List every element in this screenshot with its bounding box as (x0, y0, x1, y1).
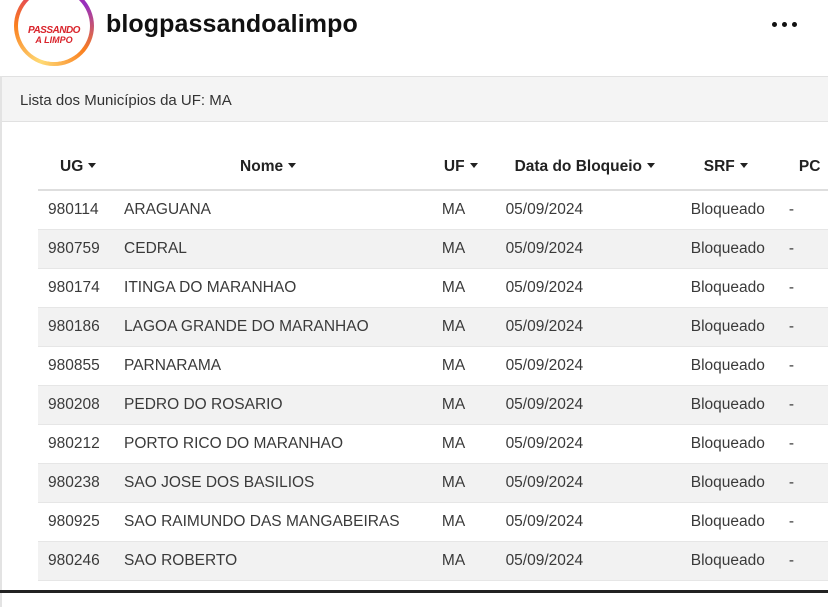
column-header-nome[interactable] (116, 144, 434, 190)
column-header-uf[interactable] (434, 144, 506, 190)
table-row (38, 502, 828, 541)
sort-caret-icon (740, 163, 748, 168)
cell-pc: - (789, 229, 828, 268)
avatar[interactable] (14, 0, 94, 66)
column-header-ug[interactable] (38, 144, 116, 190)
panel-header (2, 76, 828, 122)
table-row (38, 307, 828, 346)
cell-nome: SAO JOSE DOS BASILIOS (116, 463, 434, 502)
column-header-srf[interactable] (687, 144, 789, 190)
logo-text-line1: PASSANDO (28, 24, 80, 36)
cell-data: 05/09/2024 (506, 541, 687, 580)
cell-srf: Bloqueado (687, 190, 789, 229)
more-horizontal-icon (772, 22, 777, 27)
cell-uf: MA (434, 463, 506, 502)
cell-uf: MA (434, 268, 506, 307)
cell-nome: SAO RAIMUNDO DAS MANGABEIRAS (116, 502, 434, 541)
column-header-pc[interactable] (789, 144, 828, 190)
cell-data: 05/09/2024 (506, 385, 687, 424)
cell-ug: 980212 (38, 424, 116, 463)
cell-pc: - (789, 190, 828, 229)
cell-srf: Bloqueado (687, 268, 789, 307)
blog-logo (23, 4, 85, 62)
cell-ug: 980186 (38, 307, 116, 346)
cell-nome: PARNARAMA (116, 346, 434, 385)
cell-srf: Bloqueado (687, 229, 789, 268)
column-header-label: PC (798, 157, 821, 175)
cell-srf: Bloqueado (687, 502, 789, 541)
cell-pc: - (789, 541, 828, 580)
cell-uf: MA (434, 502, 506, 541)
cell-data: 05/09/2024 (506, 229, 687, 268)
cell-srf: Bloqueado (687, 385, 789, 424)
more-options-button[interactable] (764, 12, 804, 36)
cell-ug: 980208 (38, 385, 116, 424)
cell-ug: 980174 (38, 268, 116, 307)
cell-uf: MA (434, 385, 506, 424)
cell-data: 05/09/2024 (506, 307, 687, 346)
cell-data: 05/09/2024 (506, 502, 687, 541)
cell-srf: Bloqueado (687, 307, 789, 346)
table-header-row (38, 144, 828, 190)
column-header-label: SRF (703, 157, 735, 175)
cell-ug: 980925 (38, 502, 116, 541)
cell-nome: PEDRO DO ROSARIO (116, 385, 434, 424)
table-row (38, 268, 828, 307)
cell-uf: MA (434, 424, 506, 463)
municipios-table (38, 144, 828, 581)
cell-srf: Bloqueado (687, 346, 789, 385)
cell-uf: MA (434, 346, 506, 385)
cell-nome: LAGOA GRANDE DO MARANHAO (116, 307, 434, 346)
username[interactable]: blogpassandoalimpo (106, 10, 358, 38)
cell-pc: - (789, 307, 828, 346)
cell-ug: 980246 (38, 541, 116, 580)
logo-text-line2: A LIMPO (35, 34, 73, 45)
cell-data: 05/09/2024 (506, 463, 687, 502)
cell-data: 05/09/2024 (506, 424, 687, 463)
cell-pc: - (789, 502, 828, 541)
more-horizontal-icon (792, 22, 797, 27)
cell-data: 05/09/2024 (506, 268, 687, 307)
panel-title: Lista dos Municípios da UF: MA (20, 92, 232, 109)
cell-srf: Bloqueado (687, 541, 789, 580)
column-header-label: UG (60, 157, 84, 175)
cell-pc: - (789, 268, 828, 307)
column-header-label: UF (443, 157, 465, 175)
cell-data: 05/09/2024 (506, 346, 687, 385)
table-row (38, 541, 828, 580)
cell-pc: - (789, 424, 828, 463)
cell-nome: SAO ROBERTO (116, 541, 434, 580)
cell-pc: - (789, 463, 828, 502)
embedded-screenshot (0, 76, 828, 607)
post-header (0, 0, 828, 72)
cell-ug: 980114 (38, 190, 116, 229)
sort-caret-icon (288, 163, 296, 168)
cell-nome: ARAGUANA (116, 190, 434, 229)
cell-pc: - (789, 346, 828, 385)
cell-nome: ITINGA DO MARANHAO (116, 268, 434, 307)
table-row (38, 424, 828, 463)
cell-uf: MA (434, 541, 506, 580)
divider (0, 590, 828, 593)
sort-caret-icon (647, 163, 655, 168)
cell-ug: 980759 (38, 229, 116, 268)
more-horizontal-icon (782, 22, 787, 27)
cell-uf: MA (434, 190, 506, 229)
table-row (38, 385, 828, 424)
cell-uf: MA (434, 307, 506, 346)
column-header-label: Nome (240, 157, 284, 175)
table-row (38, 463, 828, 502)
cell-data: 05/09/2024 (506, 190, 687, 229)
cell-nome: CEDRAL (116, 229, 434, 268)
table-row (38, 229, 828, 268)
cell-nome: PORTO RICO DO MARANHAO (116, 424, 434, 463)
sort-caret-icon (470, 163, 478, 168)
cell-uf: MA (434, 229, 506, 268)
column-header-data[interactable] (506, 144, 687, 190)
cell-srf: Bloqueado (687, 463, 789, 502)
cell-ug: 980238 (38, 463, 116, 502)
sort-caret-icon (88, 163, 96, 168)
table-row (38, 190, 828, 229)
avatar-image (18, 0, 90, 62)
cell-pc: - (789, 385, 828, 424)
cell-srf: Bloqueado (687, 424, 789, 463)
table-body (38, 190, 828, 580)
table-row (38, 346, 828, 385)
cell-ug: 980855 (38, 346, 116, 385)
column-header-label: Data do Bloqueio (514, 157, 643, 175)
